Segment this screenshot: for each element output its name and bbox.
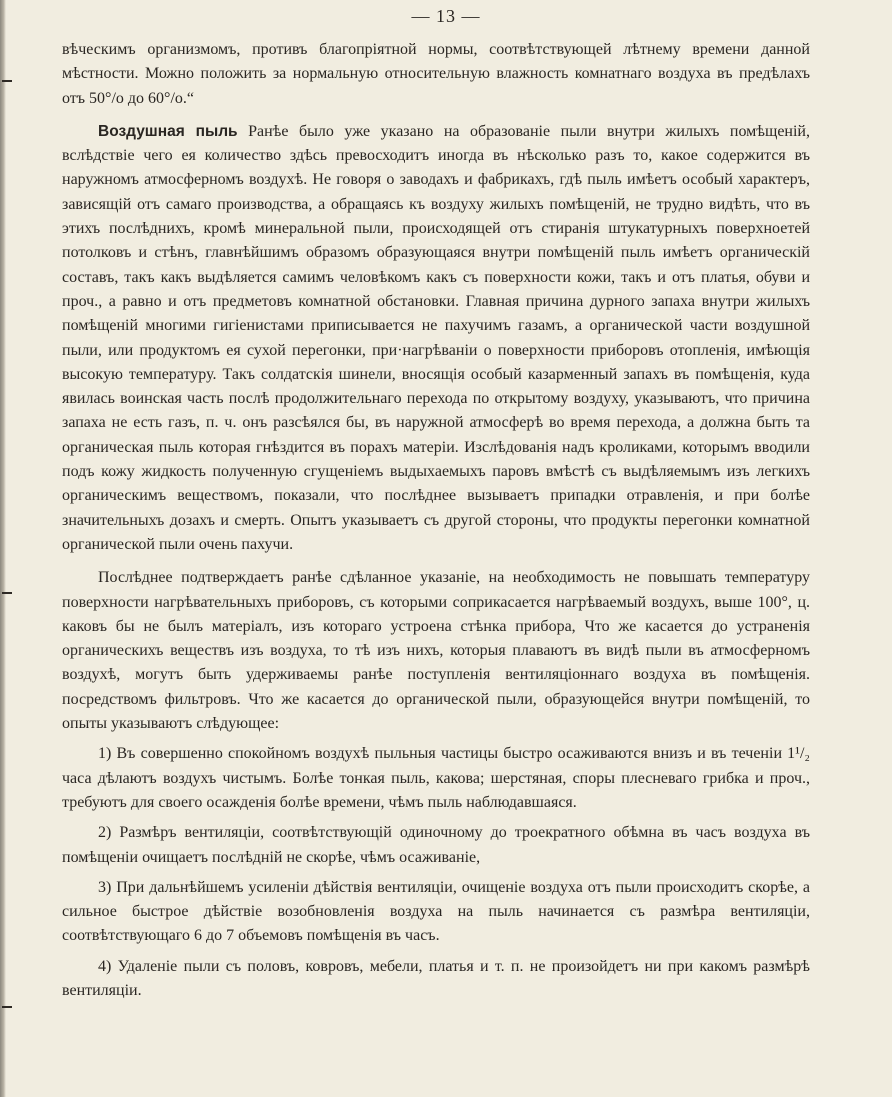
list-item-1: 1) Въ совершенно спокойномъ воздухѣ пыльныя частицы быстро осаживаются внизъ и въ теченіи 1¹/₂ часа дѣлаютъ воздухъ чистымъ. Болѣе тонкая пыль, какова; шерстяная, споры плесневаго грибка и проч., требуютъ для своего осажденія болѣе времени, чѣмъ пыль наблюдавшаяся. (62, 745, 810, 811)
paragraph-3: Послѣднее подтверждаетъ ранѣе сдѣланное указаніе, на необходимость не повышать температуру поверхности нагрѣвательныхъ приборовъ, съ которыми соприкасается нагрѣваемый воздухъ, выше 100°, ц. каковъ бы не былъ матеріалъ, изъ котораго устроена стѣнка прибора, Что же касается до устраненія органическихъ веществъ изъ воздуха, то тѣ изъ нихъ, которыя плаваютъ въ видѣ пыли въ атмосферномъ воздухѣ, могутъ быть удерживаемы ранѣе поступленія вентиляціоннаго воздуха въ помѣщенія. посредствомъ фильтровъ. Что же касается до органической пыли, образующейся внутри помѣщеній, то опыты указываютъ слѣдующее: (62, 569, 810, 733)
page-number: — 13 — (411, 6, 481, 26)
list-item-2: 2) Размѣръ вентиляціи, соотвѣтствующій одиночному до троекратного обѣмна въ часъ воздуха въ помѣщеніи очищаетъ послѣдній не скорѣе, чѣмъ осаживаніе, (62, 824, 810, 866)
list-item-3: 3) При дальнѣйшемъ усиленіи дѣйствія вентиляціи, очищеніе воздуха отъ пыли происходитъ скорѣе, а сильное быстрое дѣйствіе возобновленія воздуха на пыль начинается съ размѣра вентиляціи, соотвѣтствующаго 6 до 7 объемовъ помѣщенія въ часъ. (62, 878, 810, 945)
margin-mark (2, 80, 12, 82)
section-heading: Воздушная пыль (98, 122, 238, 140)
margin-mark (2, 592, 12, 594)
paragraph-2-body: Ранѣе было уже указано на образованіе пыли внутри жилыхъ помѣщеній, вслѣдствіе чего ея количество здѣсь превосходитъ иногда въ нѣсколько разъ то, какое содержится въ наружномъ атмосферномъ воздухѣ. Не говоря о заводахъ и фабрикахъ, гдѣ пыль имѣетъ особый характеръ, зависящій отъ самаго производства, а обращаясь къ воздуху жилыхъ помѣщеній, не трудно видѣть, что въ этихъ послѣднихъ, кромѣ минеральной пыли, происходящей отъ стиранія штукатурныхъ поверхноетей потолковъ и стѣнъ, главнѣйшимъ образомъ образующаяся внутри помѣщеній пыль имѣетъ органическій составъ, такъ какъ выдѣляется самимъ человѣкомъ какъ съ поверхности кожи, такъ и отъ платья, обуви и проч., а равно и отъ предметовъ комнатной обстановки. Главная причина дурного запаха внутри жилыхъ помѣщеній многими гигіенистами приписывается не пахучимъ газамъ, а органической части воздушной пыли, или продуктомъ ея сухой перегонки, при·нагрѣваніи о поверхности приборовъ отопленія, имѣющія высокую температуру. Такъ солдатскія шинели, вносящія особый казарменный запахъ въ помѣщенія, куда явилась воинская часть послѣ продолжительнаго перехода по открытому воздуху, указываютъ, что причина запаха не есть газъ, п. ч. онъ разсѣялся бы, въ наружной атмосферѣ во время перехода, а должна быть та органическая пыль которая гнѣздится въ порахъ матеріи. Изслѣдованія надъ кроликами, которымъ вводили подъ кожу жидкость полученную сгущеніемъ выдыхаемыхъ паровъ вмѣстѣ съ выдѣляемымъ изъ легкихъ органическимъ веществомъ, показали, что послѣднее вызываетъ припадки отравленія, и при болѣе значительныхъ дозахъ и смерть. Опытъ указываетъ съ другой стороны, что продукты перегонки комнатной органической пыли очень пахучи. (62, 122, 810, 553)
paragraph-air-dust (62, 120, 810, 557)
list-item-4: 4) Удаленіе пыли съ половъ, ковровъ, мебели, платья и т. п. не произойдетъ ни при какомъ размѣрѣ вентиляціи. (62, 957, 810, 999)
margin-mark (2, 1006, 12, 1008)
paragraph-1: вѣческимъ организмомъ, противъ благопріятной нормы, соотвѣтствующей лѣтнему времени данной мѣстности. Можно положить за нормальную относительную влажность комнатнаго воздуха въ предѣлахъ отъ 50°/о до 60°/о.“ (62, 41, 810, 107)
page-binding-edge (0, 0, 6, 1097)
body-text (62, 38, 810, 1003)
